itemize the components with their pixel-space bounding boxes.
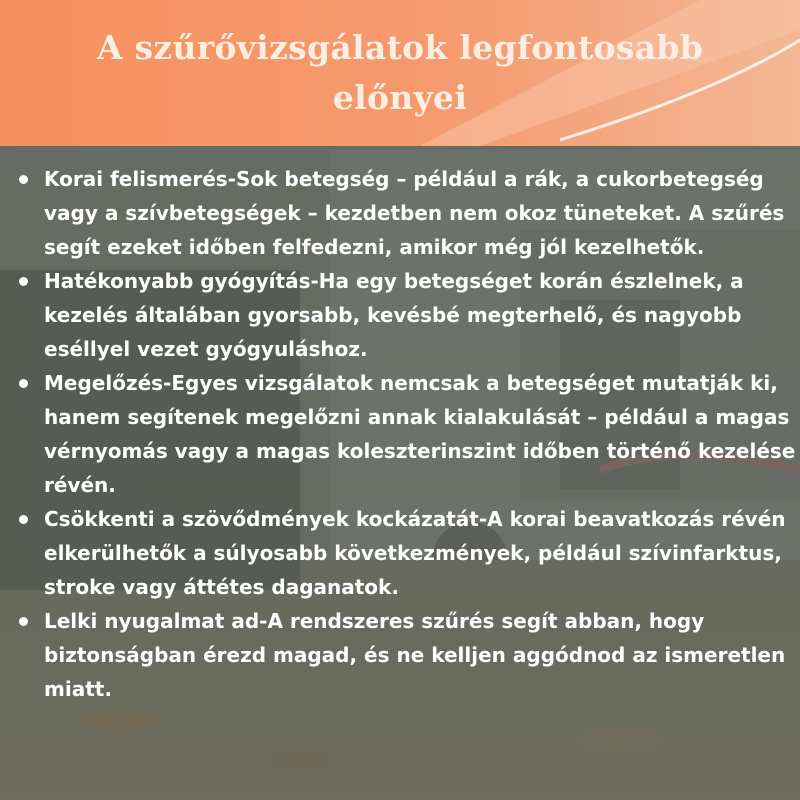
list-item-text: Megelőzés-Egyes vizsgálatok nemcsak a betegséget mutatják ki, hanem segítenek megelőzni annak kialakulását – például a magas vérnyomás vagy a magas koleszterinszint időben történő kezelése révén.: [44, 371, 796, 497]
list-item-text: Hatékonyabb gyógyítás-Ha egy betegséget korán észlelnek, a kezelés általában gyorsabb, kevésbé megterhelő, és nagyobb eséllyel vezet gyógyuláshoz.: [44, 269, 744, 361]
list-item: [0, 162, 800, 264]
list-item: [0, 264, 800, 366]
content-panel: [0, 146, 800, 800]
bullet-icon: [19, 277, 28, 286]
bullet-icon: [19, 175, 28, 184]
list-item: [0, 604, 800, 706]
list-item: [0, 366, 800, 502]
list-item-text: Korai felismerés-Sok betegség – például a rák, a cukorbetegség vagy a szívbetegségek – kezdetben nem okoz tüneteket. A szűrés segít ezeket időben felfedezni, amikor még jól kezelhetők.: [44, 167, 785, 259]
list-item-text: Lelki nyugalmat ad-A rendszeres szűrés segít abban, hogy biztonságban érezd magad, és ne kelljen aggódnod az ismeretlen miatt.: [44, 609, 786, 701]
page-title: A szűrővizsgálatok legfontosabb előnyei: [96, 28, 704, 117]
bullet-icon: [19, 515, 28, 524]
list-item-text: Csökkenti a szövődmények kockázatát-A korai beavatkozás révén elkerülhetők a súlyosabb következmények, például szívinfarktus, stroke vagy áttétes daganatok.: [44, 507, 786, 599]
bullet-icon: [19, 617, 28, 626]
benefits-list: [0, 162, 800, 706]
header-banner: [0, 0, 800, 146]
bullet-icon: [19, 379, 28, 388]
list-item: [0, 502, 800, 604]
